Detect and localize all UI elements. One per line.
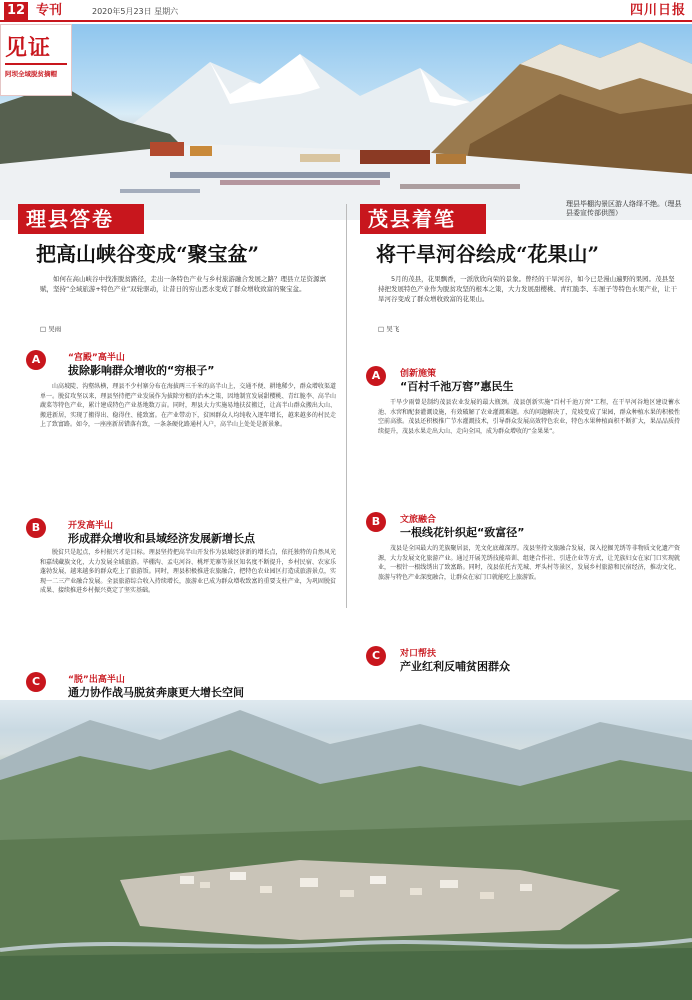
left-byline: □ 吴雨 (40, 325, 62, 333)
left-headline: 把高山峡谷变成“聚宝盆” (36, 242, 260, 266)
left-band-title: 理县答卷 (18, 204, 144, 234)
right-section-b-subhead: 一根线花针织起“致富径” (400, 526, 525, 539)
right-section-a-marker: A (366, 366, 386, 386)
right-section-b-kicker: 文旅融合 (400, 515, 437, 525)
jianzheng-column-badge (0, 24, 72, 96)
issue-date: 2020年5月23日 星期六 (92, 7, 179, 16)
valley-photo-drawing (0, 700, 692, 1000)
hero-photo-snow-mountains (0, 24, 692, 220)
column-divider (346, 204, 347, 608)
left-section-c-kicker: “脱”出高半山 (68, 675, 125, 685)
left-section-a-subhead: 拔除影响群众增收的“穷根子” (68, 364, 215, 377)
left-section-b-subhead: 形成群众增收和县域经济发展新增长点 (68, 532, 255, 545)
hero-caption: 理县毕棚沟景区游人络绎不绝。（理县县委宣传部供图） (566, 200, 682, 217)
right-band-title: 茂县着笔 (360, 204, 486, 234)
right-section-a-kicker: 创新施策 (400, 369, 437, 379)
page-number: 12 (4, 2, 28, 20)
right-section-c-subhead: 产业红利反哺贫困群众 (400, 660, 510, 673)
newspaper-logo: 四川日报 (629, 3, 686, 18)
right-byline: □ 吴飞 (378, 325, 400, 333)
section-name: 专刊 (36, 3, 63, 18)
left-section-c-marker: C (26, 672, 46, 692)
jianzheng-rule (5, 63, 67, 65)
jianzheng-title: 见证 (5, 35, 52, 61)
right-section-a-subhead: “百村千池万窖”惠民生 (400, 380, 514, 393)
left-section-b-kicker: 开发高半山 (68, 521, 114, 531)
right-section-a-body: 干旱少雨曾是制约茂县农业发展的最大瓶颈。茂县创新实施“百村千池万窖”工程，在干旱河谷地区建设蓄水池、水窖和配套灌溉设施，有效破解了农业灌溉难题。水的问题解决了，荒坡变成了果园，群众种植水果的积极性空前高涨。茂县还积极推广节水灌溉技术，引导群众发展高效特色农业，特色水果种植面积不断扩大，果品品质持续提升，茂县水果走出大山、走向全国，成为群众增收的“金果果”。 (378, 399, 680, 435)
right-lead-paragraph: 5月的茂县，花果飘香，一派欣欣向荣的景象。曾经的干旱河谷，如今已是漫山遍野的果园。茂县坚持把发展特色产业作为脱贫攻坚的根本之策，大力发展甜樱桃、青红脆李、车厘子等特色水果产业，让干旱河谷变成了群众增收致富的花果山。 (378, 275, 677, 303)
right-headline: 将干旱河谷绘成“花果山” (376, 242, 600, 266)
left-section-a-marker: A (26, 350, 46, 370)
jianzheng-subtitle: 阿坝全域脱贫摘帽 (5, 70, 57, 78)
left-section-a-body: 山高坡陡、沟壑纵横，理县不少村寨分布在海拔两三千米的高半山上，交通不便、耕地稀少，群众增收渠道单一。脱贫攻坚以来，理县坚持把产业发展作为拔除穷根的治本之策，因地制宜发展甜樱桃、青红脆李、高半山蔬菜等特色产业，累计建成特色产业基地数万亩。同时，理县大力实施易地扶贫搬迁，让高半山群众搬出大山、搬进新居，实现了搬得出、稳得住、能致富。在产业带动下，贫困群众人均纯收入逐年增长，越来越多的村民走上了致富路。如今，一座座新居错落有致，一条条硬化路通村入户，高半山上处处是新景象。 (40, 383, 336, 429)
valley-photo (0, 700, 692, 1000)
left-lead-paragraph: 如何在高山峡谷中找准脱贫路径，走出一条特色产业与乡村旅游融合发展之路？理县立足资源禀赋，坚持“全域旅游+特色产业”双轮驱动，让昔日的穷山恶水变成了群众增收致富的聚宝盆。 (40, 275, 326, 293)
right-section-c-marker: C (366, 646, 386, 666)
left-section-b-body: 脱贫只是起点，乡村振兴才是目标。理县坚持把高半山开发作为县域经济新的增长点，依托独特的自然风光和嘉绒藏族文化，大力发展全域旅游。毕棚沟、孟屯河谷、桃坪羌寨等景区知名度不断提升，乡村民宿、农家乐蓬勃发展，越来越多的群众吃上了旅游饭。同时，理县积极推进农旅融合，把特色农业园区打造成旅游景点，实现一二三产业融合发展。全县旅游综合收入持续增长，旅游业已成为群众增收致富的重要支柱产业，为巩固脱贫成果、接续推进乡村振兴奠定了坚实基础。 (40, 549, 336, 595)
right-section-b-marker: B (366, 512, 386, 532)
right-section-b-body: 茂县是全国最大的羌族聚居县，羌文化底蕴深厚。茂县坚持文旅融合发展，深入挖掘羌绣等非物质文化遗产资源，大力发展文化旅游产业。通过开展羌绣技能培训、组建合作社、引进企业等方式，让羌族妇女在家门口实现就业，一根针一根线绣出了致富路。同时，茂县依托古羌城、坪头村等景区，发展乡村旅游和民宿经济，推动文化、旅游与特色产业深度融合，让群众在家门口就能吃上旅游饭。 (378, 545, 680, 581)
left-section-a-kicker: “宫殿”高半山 (68, 353, 125, 363)
left-section-c-subhead: 通力协作战马脱贫奔康更大增长空间 (68, 686, 244, 699)
left-section-b-marker: B (26, 518, 46, 538)
hero-photo-drawing (0, 24, 692, 220)
right-section-c-kicker: 对口帮扶 (400, 649, 437, 659)
masthead (0, 0, 692, 22)
